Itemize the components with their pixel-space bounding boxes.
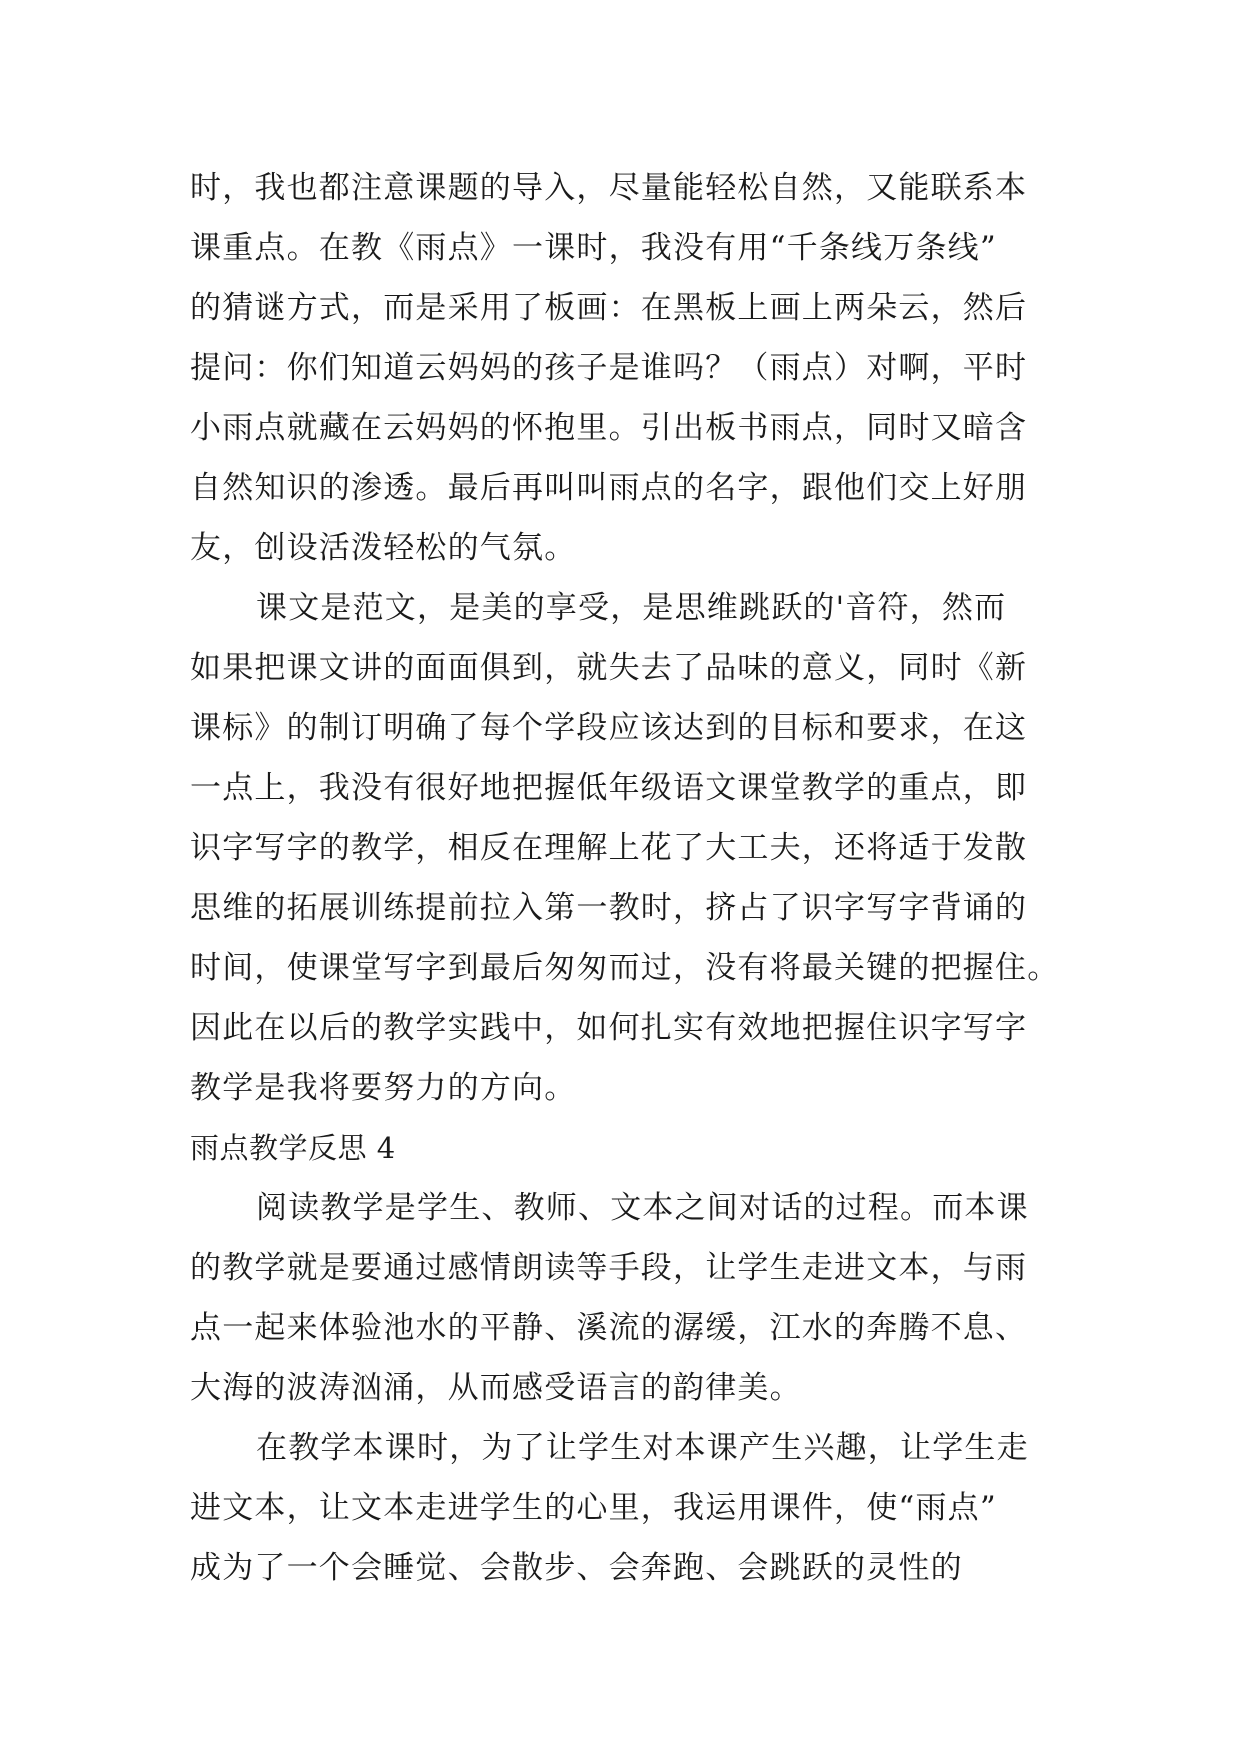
text-line: 成为了一个会睡觉、会散步、会奔跑、会跳跃的灵性的 bbox=[190, 1550, 963, 1586]
text-line: 友，创设活泼轻松的气氛。 bbox=[190, 530, 577, 566]
text-line: 小雨点就藏在云妈妈的怀抱里。引出板书雨点，同时又暗含 bbox=[190, 410, 1028, 446]
paragraph bbox=[190, 578, 1060, 1118]
text-line: 识字写字的教学，相反在理解上花了大工夫，还将适于发散 bbox=[190, 830, 1028, 866]
text-line: 课标》的制订明确了每个学段应该达到的目标和要求，在这 bbox=[190, 710, 1028, 746]
text-line: 大海的波涛汹涌，从而感受语言的韵律美。 bbox=[190, 1370, 802, 1406]
text-line: 思维的拓展训练提前拉入第一教时，挤占了识字写字背诵的 bbox=[190, 890, 1028, 926]
text-line: 课文是范文，是美的享受，是思维跳跃的'音符，然而 bbox=[256, 590, 1007, 626]
paragraph bbox=[190, 1418, 1050, 1598]
paragraph bbox=[190, 1178, 1050, 1418]
text-line: 如果把课文讲的面面俱到，就失去了品味的意义，同时《新 bbox=[190, 650, 1028, 686]
text-line: 一点上，我没有很好地把握低年级语文课堂教学的重点，即 bbox=[190, 770, 1028, 806]
text-line: 时间，使课堂写字到最后匆匆而过，没有将最关键的把握住。 bbox=[190, 950, 1060, 986]
paragraph bbox=[190, 158, 1050, 578]
text-line: 的教学就是要通过感情朗读等手段，让学生走进文本，与雨 bbox=[190, 1250, 1028, 1286]
text-line: 阅读教学是学生、教师、文本之间对话的过程。而本课 bbox=[256, 1190, 1029, 1226]
text-line: 点一起来体验池水的平静、溪流的潺缓，江水的奔腾不息、 bbox=[190, 1310, 1028, 1346]
text-line: 教学是我将要努力的方向。 bbox=[190, 1070, 577, 1106]
text-line: 因此在以后的教学实践中，如何扎实有效地把握住识字写字 bbox=[190, 1010, 1028, 1046]
text-line: 在教学本课时，为了让学生对本课产生兴趣，让学生走 bbox=[256, 1430, 1029, 1466]
document-body bbox=[190, 158, 1060, 1598]
text-line: 进文本，让文本走进学生的心里，我运用课件，使“雨点” bbox=[190, 1490, 997, 1526]
text-line: 提问：你们知道云妈妈的孩子是谁吗？（雨点）对啊，平时 bbox=[190, 350, 1028, 386]
text-line: 的猜谜方式，而是采用了板画：在黑板上画上两朵云，然后 bbox=[190, 290, 1028, 326]
text-line: 自然知识的渗透。最后再叫叫雨点的名字，跟他们交上好朋 bbox=[190, 470, 1028, 506]
text-line: 时，我也都注意课题的导入，尽量能轻松自然，又能联系本 bbox=[190, 170, 1028, 206]
section-heading: 雨点教学反思 4 bbox=[190, 1131, 396, 1165]
text-line: 课重点。在教《雨点》一课时，我没有用“千条线万条线” bbox=[190, 230, 997, 266]
